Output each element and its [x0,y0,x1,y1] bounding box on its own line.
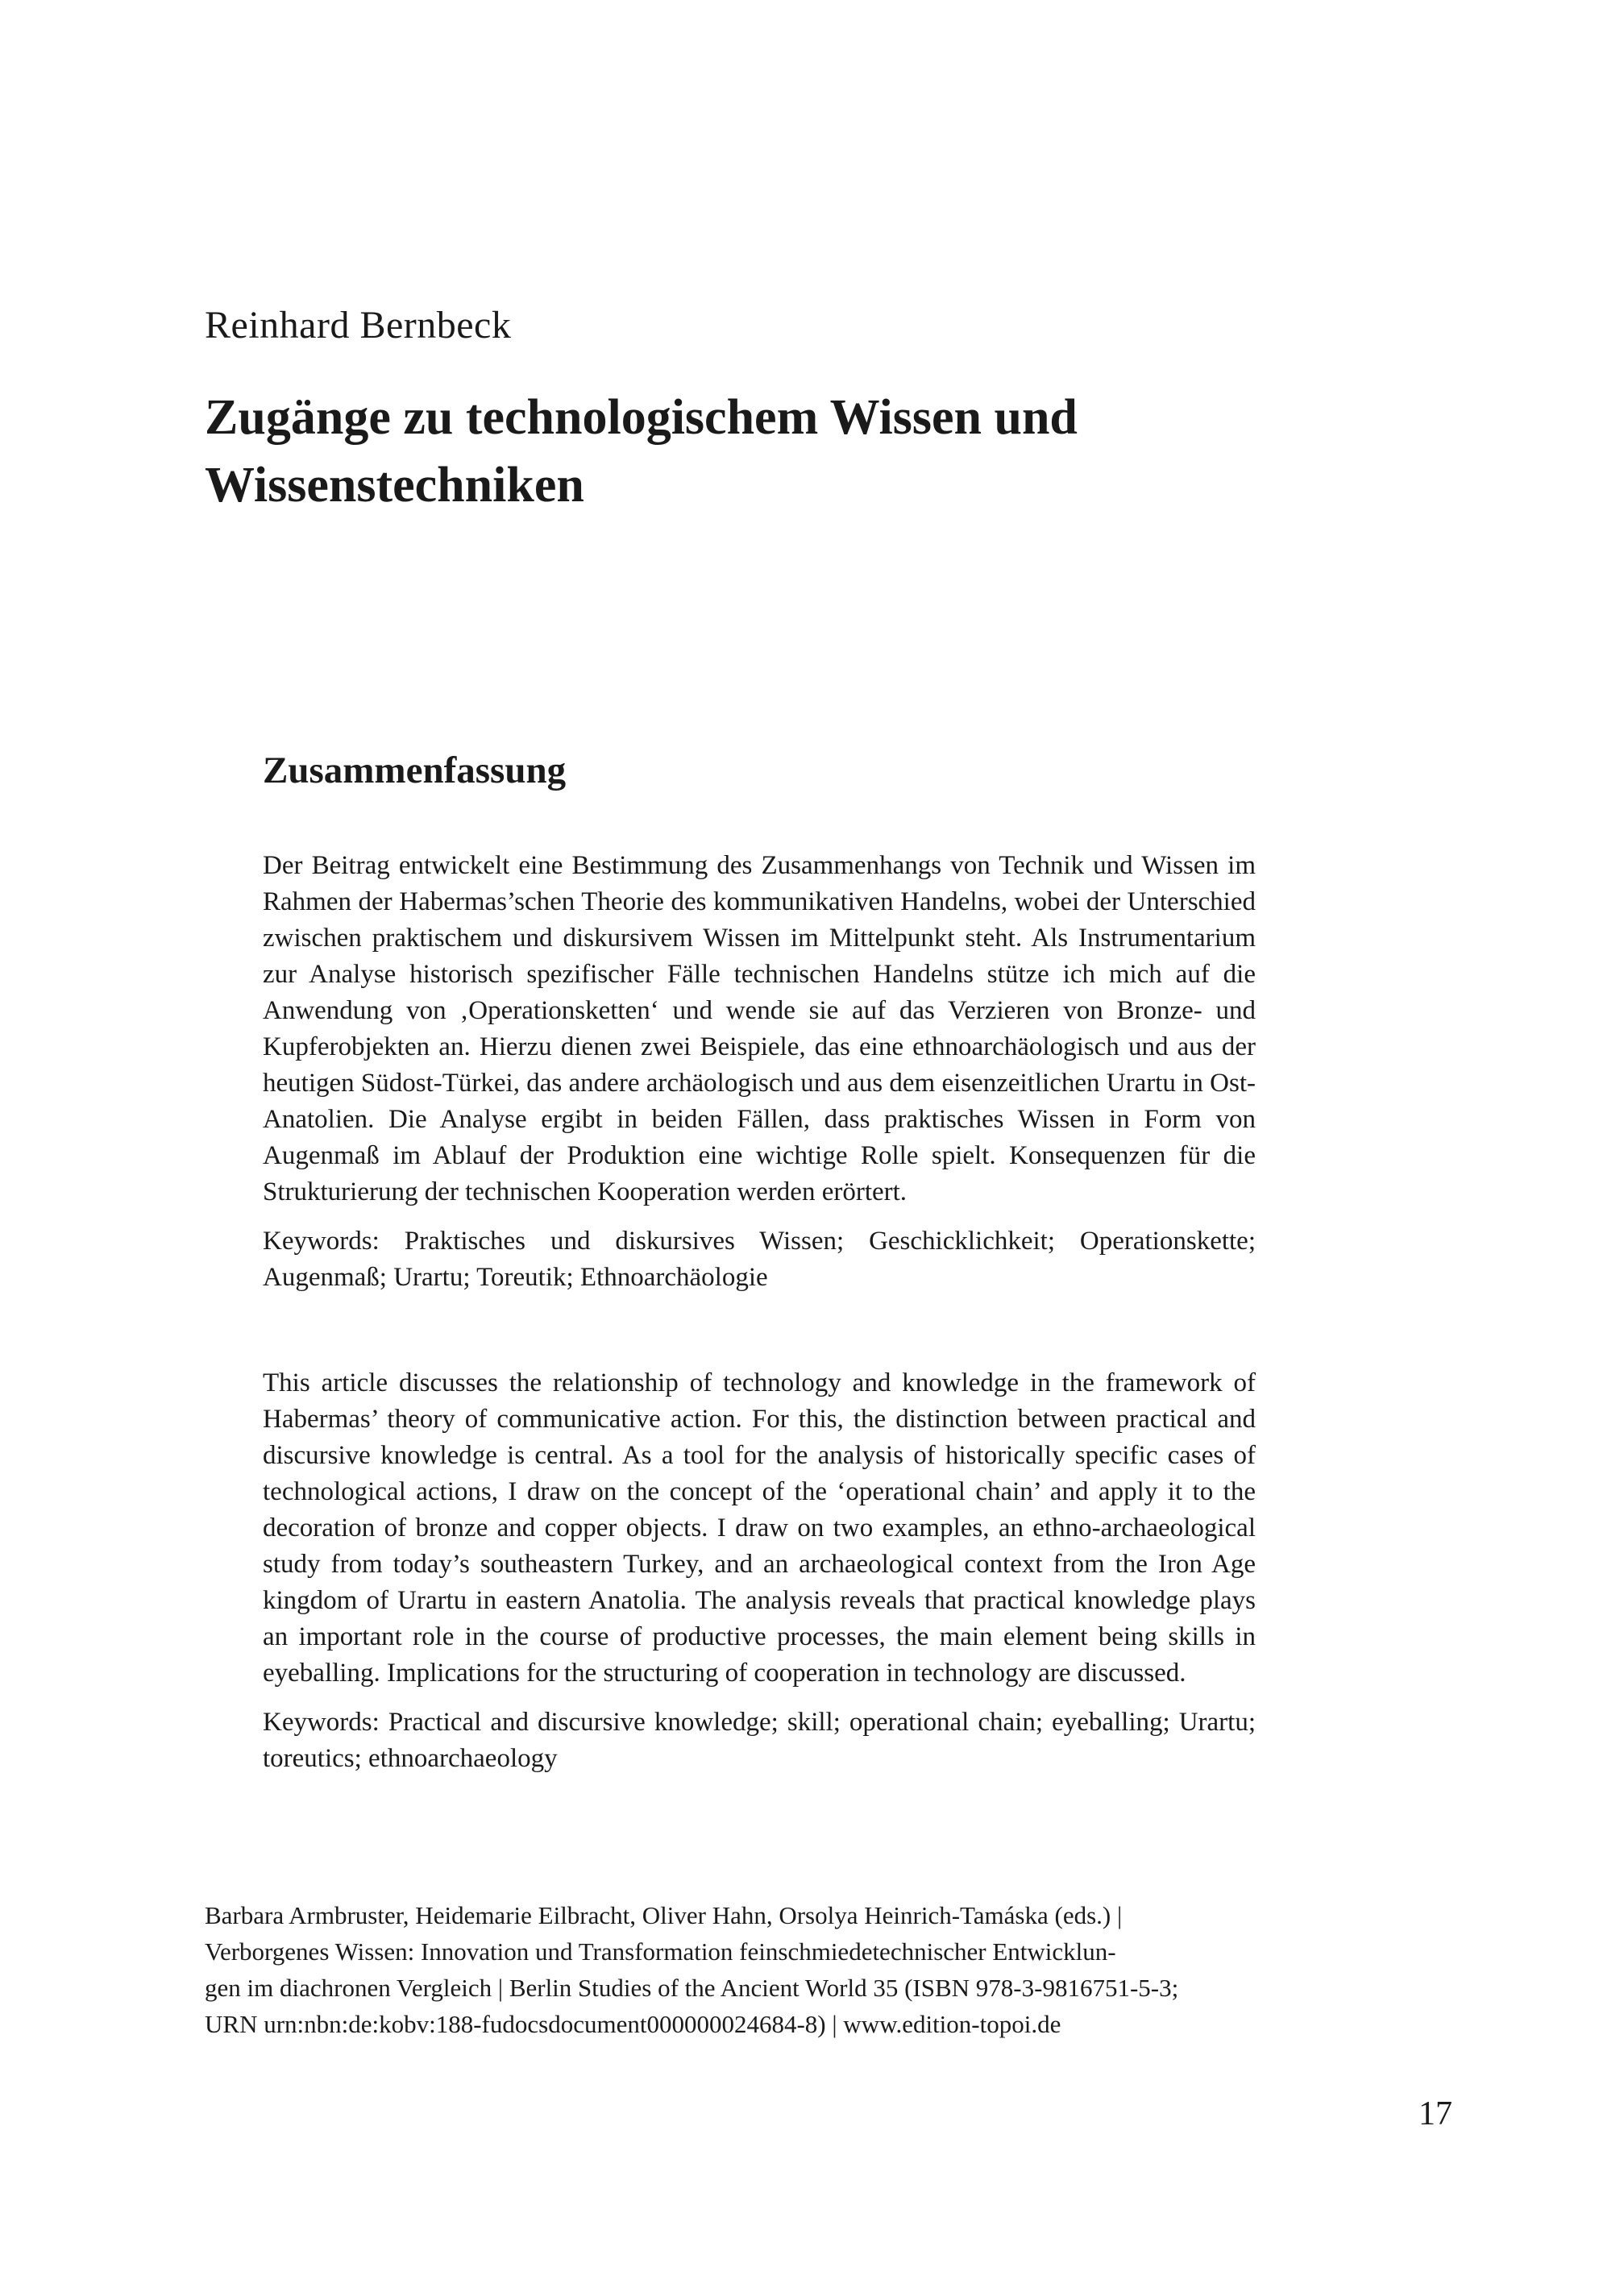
source-note-line: gen im diachronen Vergleich | Berlin Studies of the Ancient World 35 (ISBN 978-3-9816751-5-3; [205,1974,1179,2002]
section-spacer [263,1296,1256,1365]
abstract-section [263,746,1256,1777]
page-number: 17 [1418,2095,1452,2132]
keywords-german: Keywords: Praktisches und diskursives Wissen; Geschicklichkeit; Operationskette; Augenmaß; Urartu; Toreutik; Ethnoarchäologie [263,1227,1256,1292]
abstract-german: Der Beitrag entwickelt eine Bestimmung des Zusammenhangs von Technik und Wissen im Rahmen der Habermas’schen Theorie des kommunikativen Handelns, wobei der Unterschied zwischen praktischem und diskursivem Wissen im Mittelpunkt steht. Als Instrumentarium zur Analyse historisch spezifischer Fälle technischen Handelns stütze ich mich auf die Anwendung von ‚Operationsketten‘ und wende sie auf das Verzieren von Bronze- und Kupferobjekten an. Hierzu dienen zwei Beispiele, das eine ethnoarchäologisch und aus der heutigen Südost-Türkei, das andere archäologisch und aus dem eisenzeitlichen Urartu in Ost-Anatolien. Die Analyse ergibt in beiden Fällen, dass praktisches Wissen in Form von Augenmaß im Ablauf der Produktion eine wichtige Rolle spielt. Konsequenzen für die Strukturierung der technischen Kooperation werden erörtert. [263,851,1256,1206]
source-note-line: URN urn:nbn:de:kobv:188-fudocsdocument000000024684-8) | www.edition-topoi.de [205,2010,1061,2038]
source-note [205,1897,1220,2042]
source-note-line: Barbara Armbruster, Heidemarie Eilbracht, Oliver Hahn, Orsolya Heinrich-Tamáska (eds.) | [205,1901,1123,1929]
abstract-english: This article discusses the relationship of technology and knowledge in the framework of Habermas’ theory of communicative action. For this, the distinction between practical and discursive knowledge is central. As a tool for the analysis of historically specific cases of technological actions, I draw on the concept of the ‘operational chain’ and apply it to the decoration of bronze and copper objects. I draw on two examples, an ethno-archaeological study from today’s southeastern Turkey, and an archaeological context from the Iron Age kingdom of Urartu in eastern Anatolia. The analysis reveals that practical knowledge plays an important role in the course of productive processes, the main element being skills in eyeballing. Implications for the structuring of cooperation in technology are discussed. [263,1368,1256,1688]
article-title: Zugänge zu technologischem Wissen und Wissenstechniken [205,390,1078,513]
source-note-line: Verborgenes Wissen: Innovation und Transformation feinschmiedetechnischer Entwicklun- [205,1937,1116,1966]
author-name: Reinhard Bernbeck [205,304,512,347]
keywords-english: Keywords: Practical and discursive knowledge; skill; operational chain; eyeballing; Urartu; toreutics; ethnoarchaeology [263,1708,1256,1773]
abstract-heading: Zusammenfassung [263,749,567,791]
